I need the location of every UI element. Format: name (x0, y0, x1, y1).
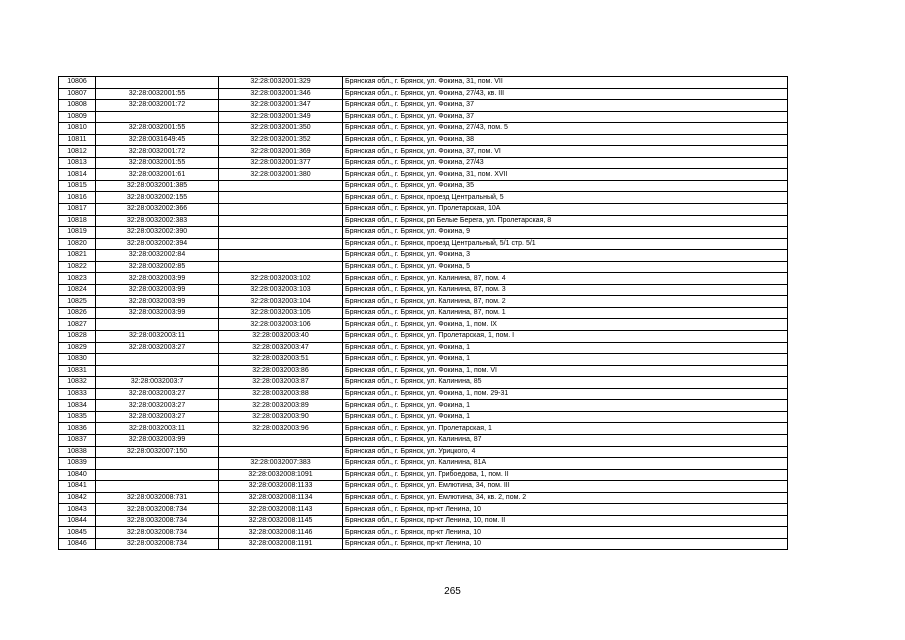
table-row (59, 388, 788, 400)
cadastral-number-cell: 32:28:0032001:55 (96, 123, 219, 135)
address-cell: Брянская обл., г. Брянск, ул. Грибоедова, 1, пом. II (343, 469, 788, 481)
table-row (59, 342, 788, 354)
object-cadastral-number-cell (219, 250, 343, 262)
table-row (59, 423, 788, 435)
object-cadastral-number-cell: 32:28:0032003:86 (219, 365, 343, 377)
row-number-cell: 10833 (59, 388, 96, 400)
table-row (59, 365, 788, 377)
cadastral-number-cell: 32:28:0032003:27 (96, 411, 219, 423)
object-cadastral-number-cell: 32:28:0032008:1143 (219, 504, 343, 516)
address-cell: Брянская обл., г. Брянск, ул. Калинина, 87, пом. 2 (343, 296, 788, 308)
object-cadastral-number-cell: 32:28:0032003:102 (219, 273, 343, 285)
address-cell: Брянская обл., г. Брянск, ул. Калинина, 87, пом. 1 (343, 307, 788, 319)
row-number-cell: 10830 (59, 354, 96, 366)
object-cadastral-number-cell: 32:28:0032001:349 (219, 111, 343, 123)
table-row (59, 446, 788, 458)
row-number-cell: 10829 (59, 342, 96, 354)
cadastral-number-cell (96, 365, 219, 377)
row-number-cell: 10842 (59, 492, 96, 504)
table-row (59, 296, 788, 308)
object-cadastral-number-cell: 32:28:0032001:347 (219, 100, 343, 112)
row-number-cell: 10807 (59, 88, 96, 100)
address-cell: Брянская обл., г. Брянск, ул. Калинина, 87, пом. 4 (343, 273, 788, 285)
cadastral-number-cell (96, 319, 219, 331)
address-cell: Брянская обл., г. Брянск, пр-кт Ленина, 10 (343, 538, 788, 550)
cadastral-number-cell: 32:28:0032008:731 (96, 492, 219, 504)
table-row (59, 100, 788, 112)
address-cell: Брянская обл., г. Брянск, рп Белые Берега, ул. Пролетарская, 8 (343, 215, 788, 227)
address-cell: Брянская обл., г. Брянск, ул. Фокина, 5 (343, 261, 788, 273)
row-number-cell: 10836 (59, 423, 96, 435)
row-number-cell: 10840 (59, 469, 96, 481)
registry-table (58, 76, 788, 550)
address-cell: Брянская обл., г. Брянск, ул. Калинина, 87, пом. 3 (343, 284, 788, 296)
address-cell: Брянская обл., г. Брянск, ул. Урицкого, 4 (343, 446, 788, 458)
table-row (59, 527, 788, 539)
cadastral-number-cell: 32:28:0032003:11 (96, 331, 219, 343)
object-cadastral-number-cell: 32:28:0032001:329 (219, 77, 343, 89)
row-number-cell: 10828 (59, 331, 96, 343)
cadastral-number-cell: 32:28:0032002:85 (96, 261, 219, 273)
object-cadastral-number-cell (219, 204, 343, 216)
row-number-cell: 10826 (59, 307, 96, 319)
address-cell: Брянская обл., г. Брянск, ул. Фокина, 3 (343, 250, 788, 262)
cadastral-number-cell: 32:28:0032003:99 (96, 307, 219, 319)
table-row (59, 469, 788, 481)
object-cadastral-number-cell: 32:28:0032008:1145 (219, 515, 343, 527)
table-row (59, 227, 788, 239)
cadastral-number-cell: 32:28:0032003:27 (96, 388, 219, 400)
cadastral-number-cell: 32:28:0032008:734 (96, 527, 219, 539)
row-number-cell: 10841 (59, 481, 96, 493)
cadastral-number-cell: 32:28:0032002:383 (96, 215, 219, 227)
object-cadastral-number-cell (219, 446, 343, 458)
table-row (59, 481, 788, 493)
table-row (59, 215, 788, 227)
object-cadastral-number-cell: 32:28:0032003:96 (219, 423, 343, 435)
row-number-cell: 10813 (59, 157, 96, 169)
object-cadastral-number-cell: 32:28:0032003:90 (219, 411, 343, 423)
cadastral-number-cell (96, 354, 219, 366)
table-row (59, 157, 788, 169)
page-number: 265 (444, 586, 461, 597)
registry-table-body (59, 77, 788, 550)
address-cell: Брянская обл., г. Брянск, ул. Фокина, 35 (343, 180, 788, 192)
cadastral-number-cell: 32:28:0032003:99 (96, 434, 219, 446)
address-cell: Брянская обл., г. Брянск, ул. Фокина, 9 (343, 227, 788, 239)
table-row (59, 88, 788, 100)
table-row (59, 492, 788, 504)
object-cadastral-number-cell: 32:28:0032001:380 (219, 169, 343, 181)
object-cadastral-number-cell (219, 180, 343, 192)
object-cadastral-number-cell (219, 192, 343, 204)
object-cadastral-number-cell: 32:28:0032003:103 (219, 284, 343, 296)
address-cell: Брянская обл., г. Брянск, проезд Центральный, 5 (343, 192, 788, 204)
cadastral-number-cell: 32:28:0032001:61 (96, 169, 219, 181)
cadastral-number-cell: 32:28:0032001:385 (96, 180, 219, 192)
table-row (59, 111, 788, 123)
address-cell: Брянская обл., г. Брянск, ул. Фокина, 31, пом. VII (343, 77, 788, 89)
address-cell: Брянская обл., г. Брянск, ул. Фокина, 1 (343, 354, 788, 366)
cadastral-number-cell: 32:28:0032007:150 (96, 446, 219, 458)
row-number-cell: 10824 (59, 284, 96, 296)
row-number-cell: 10831 (59, 365, 96, 377)
table-row (59, 284, 788, 296)
address-cell: Брянская обл., г. Брянск, ул. Фокина, 37 (343, 111, 788, 123)
address-cell: Брянская обл., г. Брянск, ул. Фокина, 37, пом. VI (343, 146, 788, 158)
object-cadastral-number-cell: 32:28:0032003:88 (219, 388, 343, 400)
table-row (59, 169, 788, 181)
row-number-cell: 10843 (59, 504, 96, 516)
cadastral-number-cell (96, 111, 219, 123)
address-cell: Брянская обл., г. Брянск, ул. Фокина, 1 (343, 411, 788, 423)
object-cadastral-number-cell: 32:28:0032001:369 (219, 146, 343, 158)
table-row (59, 538, 788, 550)
table-row (59, 434, 788, 446)
address-cell: Брянская обл., г. Брянск, ул. Калинина, 87 (343, 434, 788, 446)
object-cadastral-number-cell: 32:28:0032003:47 (219, 342, 343, 354)
table-row (59, 146, 788, 158)
address-cell: Брянская обл., г. Брянск, ул. Фокина, 1 (343, 342, 788, 354)
address-cell: Брянская обл., г. Брянск, ул. Пролетарская, 10А (343, 204, 788, 216)
row-number-cell: 10846 (59, 538, 96, 550)
table-row (59, 134, 788, 146)
row-number-cell: 10839 (59, 458, 96, 470)
row-number-cell: 10816 (59, 192, 96, 204)
object-cadastral-number-cell: 32:28:0032003:105 (219, 307, 343, 319)
address-cell: Брянская обл., г. Брянск, ул. Фокина, 38 (343, 134, 788, 146)
cadastral-number-cell: 32:28:0032001:72 (96, 100, 219, 112)
object-cadastral-number-cell: 32:28:0032008:1133 (219, 481, 343, 493)
object-cadastral-number-cell: 32:28:0032008:1191 (219, 538, 343, 550)
row-number-cell: 10835 (59, 411, 96, 423)
row-number-cell: 10844 (59, 515, 96, 527)
row-number-cell: 10832 (59, 377, 96, 389)
address-cell: Брянская обл., г. Брянск, пр-кт Ленина, 10 (343, 504, 788, 516)
table-row (59, 180, 788, 192)
row-number-cell: 10812 (59, 146, 96, 158)
object-cadastral-number-cell: 32:28:0032008:1091 (219, 469, 343, 481)
table-row (59, 319, 788, 331)
row-number-cell: 10811 (59, 134, 96, 146)
cadastral-number-cell: 32:28:0032003:27 (96, 342, 219, 354)
row-number-cell: 10818 (59, 215, 96, 227)
table-row (59, 250, 788, 262)
cadastral-number-cell (96, 469, 219, 481)
object-cadastral-number-cell: 32:28:0032001:352 (219, 134, 343, 146)
row-number-cell: 10809 (59, 111, 96, 123)
cadastral-number-cell (96, 481, 219, 493)
cadastral-number-cell: 32:28:0032008:734 (96, 515, 219, 527)
object-cadastral-number-cell: 32:28:0032003:40 (219, 331, 343, 343)
cadastral-number-cell: 32:28:0032003:99 (96, 296, 219, 308)
address-cell: Брянская обл., г. Брянск, пр-кт Ленина, 10, пом. II (343, 515, 788, 527)
cadastral-number-cell: 32:28:0032001:72 (96, 146, 219, 158)
address-cell: Брянская обл., г. Брянск, пр-кт Ленина, 10 (343, 527, 788, 539)
row-number-cell: 10808 (59, 100, 96, 112)
row-number-cell: 10815 (59, 180, 96, 192)
cadastral-number-cell: 32:28:0032003:11 (96, 423, 219, 435)
cadastral-number-cell: 32:28:0032002:366 (96, 204, 219, 216)
object-cadastral-number-cell: 32:28:0032001:377 (219, 157, 343, 169)
object-cadastral-number-cell: 32:28:0032001:346 (219, 88, 343, 100)
row-number-cell: 10806 (59, 77, 96, 89)
address-cell: Брянская обл., г. Брянск, ул. Фокина, 1 (343, 400, 788, 412)
address-cell: Брянская обл., г. Брянск, ул. Фокина, 1, пом. VI (343, 365, 788, 377)
table-row (59, 354, 788, 366)
address-cell: Брянская обл., г. Брянск, ул. Фокина, 37 (343, 100, 788, 112)
table-row (59, 400, 788, 412)
cadastral-number-cell: 32:28:0032001:55 (96, 157, 219, 169)
table-row (59, 238, 788, 250)
object-cadastral-number-cell: 32:28:0032001:350 (219, 123, 343, 135)
address-cell: Брянская обл., г. Брянск, ул. Пролетарская, 1, пом. I (343, 331, 788, 343)
table-row (59, 192, 788, 204)
object-cadastral-number-cell (219, 434, 343, 446)
row-number-cell: 10821 (59, 250, 96, 262)
row-number-cell: 10845 (59, 527, 96, 539)
table-row (59, 331, 788, 343)
address-cell: Брянская обл., г. Брянск, ул. Фокина, 1, пом. 29-31 (343, 388, 788, 400)
row-number-cell: 10827 (59, 319, 96, 331)
row-number-cell: 10810 (59, 123, 96, 135)
row-number-cell: 10817 (59, 204, 96, 216)
cadastral-number-cell (96, 77, 219, 89)
cadastral-number-cell: 32:28:0032003:27 (96, 400, 219, 412)
address-cell: Брянская обл., г. Брянск, ул. Фокина, 31, пом. XVII (343, 169, 788, 181)
cadastral-number-cell: 32:28:0032002:390 (96, 227, 219, 239)
object-cadastral-number-cell: 32:28:0032003:106 (219, 319, 343, 331)
table-row (59, 458, 788, 470)
table-row (59, 123, 788, 135)
table-row (59, 307, 788, 319)
cadastral-number-cell: 32:28:0032002:155 (96, 192, 219, 204)
object-cadastral-number-cell: 32:28:0032008:1146 (219, 527, 343, 539)
object-cadastral-number-cell: 32:28:0032003:87 (219, 377, 343, 389)
address-cell: Брянская обл., г. Брянск, ул. Фокина, 27/43, кв. III (343, 88, 788, 100)
row-number-cell: 10825 (59, 296, 96, 308)
object-cadastral-number-cell (219, 227, 343, 239)
table-row (59, 504, 788, 516)
address-cell: Брянская обл., г. Брянск, ул. Фокина, 27/43 (343, 157, 788, 169)
address-cell: Брянская обл., г. Брянск, ул. Калинина, 85 (343, 377, 788, 389)
object-cadastral-number-cell (219, 238, 343, 250)
address-cell: Брянская обл., г. Брянск, ул. Фокина, 27/43, пом. 5 (343, 123, 788, 135)
row-number-cell: 10820 (59, 238, 96, 250)
row-number-cell: 10819 (59, 227, 96, 239)
cadastral-number-cell (96, 458, 219, 470)
object-cadastral-number-cell: 32:28:0032003:89 (219, 400, 343, 412)
object-cadastral-number-cell: 32:28:0032008:1134 (219, 492, 343, 504)
table-row (59, 204, 788, 216)
table-row (59, 77, 788, 89)
row-number-cell: 10834 (59, 400, 96, 412)
row-number-cell: 10814 (59, 169, 96, 181)
table-row (59, 411, 788, 423)
table-row (59, 515, 788, 527)
address-cell: Брянская обл., г. Брянск, ул. Емлютина, 34, кв. 2, пом. 2 (343, 492, 788, 504)
object-cadastral-number-cell: 32:28:0032003:51 (219, 354, 343, 366)
cadastral-number-cell: 32:28:0032003:99 (96, 284, 219, 296)
cadastral-number-cell: 32:28:0032002:394 (96, 238, 219, 250)
object-cadastral-number-cell: 32:28:0032003:104 (219, 296, 343, 308)
cadastral-number-cell: 32:28:0032003:7 (96, 377, 219, 389)
object-cadastral-number-cell (219, 215, 343, 227)
address-cell: Брянская обл., г. Брянск, ул. Пролетарская, 1 (343, 423, 788, 435)
cadastral-number-cell: 32:28:0032003:99 (96, 273, 219, 285)
table-row (59, 273, 788, 285)
object-cadastral-number-cell (219, 261, 343, 273)
cadastral-number-cell: 32:28:0032001:55 (96, 88, 219, 100)
address-cell: Брянская обл., г. Брянск, ул. Емлютина, 34, пом. III (343, 481, 788, 493)
address-cell: Брянская обл., г. Брянск, проезд Центральный, 5/1 стр. 5/1 (343, 238, 788, 250)
table-row (59, 377, 788, 389)
cadastral-number-cell: 32:28:0032002:84 (96, 250, 219, 262)
address-cell: Брянская обл., г. Брянск, ул. Фокина, 1, пом. IX (343, 319, 788, 331)
row-number-cell: 10837 (59, 434, 96, 446)
row-number-cell: 10823 (59, 273, 96, 285)
cadastral-number-cell: 32:28:0032008:734 (96, 538, 219, 550)
row-number-cell: 10822 (59, 261, 96, 273)
row-number-cell: 10838 (59, 446, 96, 458)
cadastral-number-cell: 32:28:0031649:45 (96, 134, 219, 146)
cadastral-number-cell: 32:28:0032008:734 (96, 504, 219, 516)
object-cadastral-number-cell: 32:28:0032007:383 (219, 458, 343, 470)
table-row (59, 261, 788, 273)
address-cell: Брянская обл., г. Брянск, ул. Калинина, 81А (343, 458, 788, 470)
